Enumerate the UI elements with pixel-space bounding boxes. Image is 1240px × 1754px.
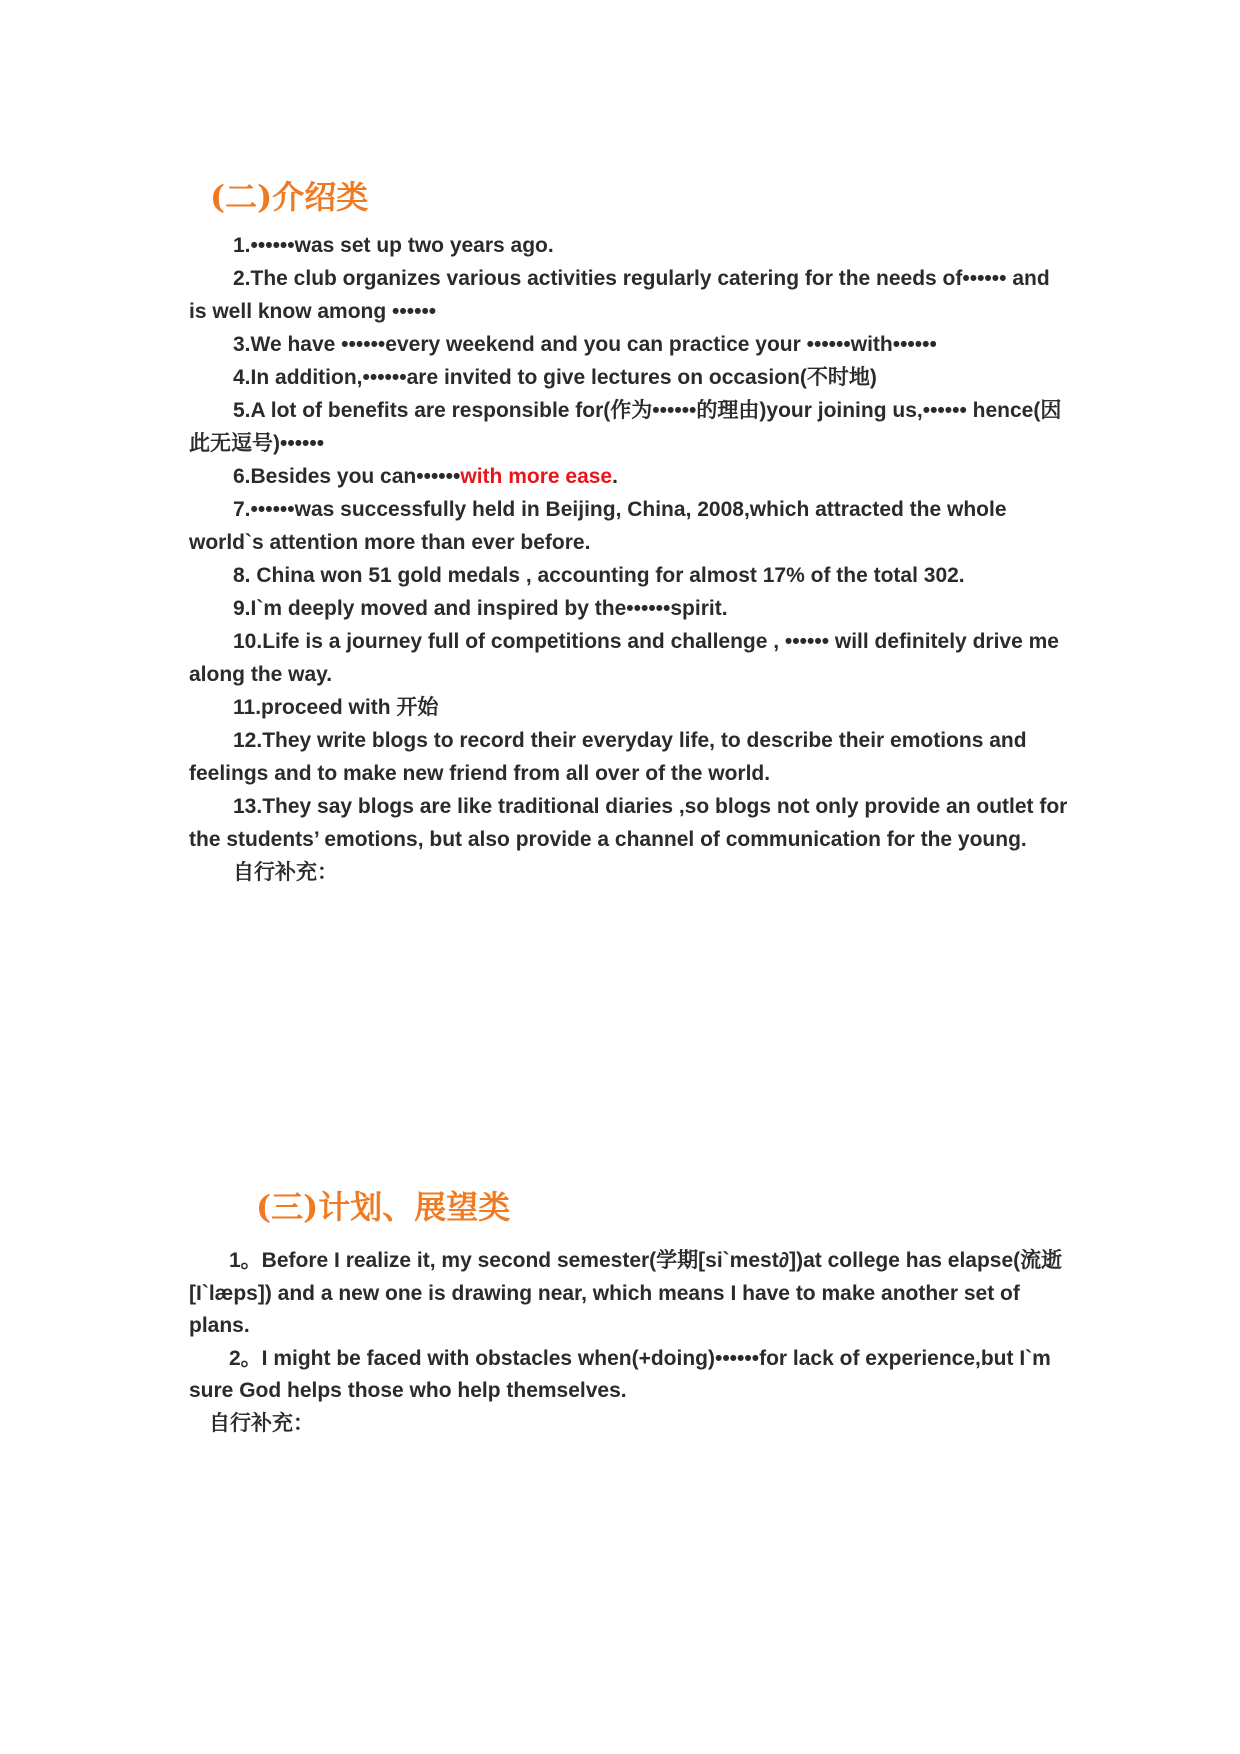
list-item: 2.The club organizes various activities regularly catering for the needs of•••••• and is well know among •••••• bbox=[189, 267, 1050, 323]
list-item bbox=[189, 460, 1069, 493]
list-item: 8. China won 51 gold medals , accounting for almost 17% of the total 302. bbox=[233, 564, 965, 587]
list-item: 1。Before I realize it, my second semester(学期[si`mest∂])at college has elapse(流逝[I`læps]) and a new one is drawing near, which means I have to make another set of plans. bbox=[189, 1249, 1063, 1337]
plan-sentence-list bbox=[189, 1245, 1069, 1440]
section-heading-plan: (三)计划、展望类 bbox=[256, 1188, 511, 1226]
highlighted-phrase: with more ease bbox=[460, 465, 613, 488]
intro-sentence-list bbox=[189, 229, 1069, 889]
list-item: 9.I`m deeply moved and inspired by the••••••spirit. bbox=[233, 597, 728, 620]
section-heading-intro: (二)介绍类 bbox=[210, 178, 369, 216]
supplement-label: 自行补充： bbox=[233, 861, 338, 884]
list-item: 11.proceed with 开始 bbox=[233, 696, 439, 719]
list-item: 10.Life is a journey full of competitions and challenge , •••••• will definitely drive me along the way. bbox=[189, 630, 1059, 686]
list-item: 1.••••••was set up two years ago. bbox=[233, 234, 554, 257]
list-item: 13.They say blogs are like traditional diaries ,so blogs not only provide an outlet for the students’ emotions, but also provide a channel of communication for the young. bbox=[189, 795, 1068, 851]
list-item: 3.We have ••••••every weekend and you can practice your ••••••with•••••• bbox=[233, 333, 937, 356]
supplement-label: 自行补充： bbox=[209, 1411, 314, 1435]
list-item: 12.They write blogs to record their everyday life, to describe their emotions and feelings and to make new friend from all over of the world. bbox=[189, 729, 1027, 785]
list-item: 7.••••••was successfully held in Beijing, China, 2008,which attracted the whole world`s attention more than ever before. bbox=[189, 498, 1007, 554]
list-item-end: . bbox=[612, 465, 618, 488]
list-item-text: 6.Besides you can•••••• bbox=[233, 465, 461, 488]
list-item: 4.In addition,••••••are invited to give lectures on occasion(不时地) bbox=[233, 366, 877, 389]
list-item: 2。I might be faced with obstacles when(+doing)••••••for lack of experience,but I`m sure God helps those who help themselves. bbox=[189, 1346, 1051, 1402]
list-item: 5.A lot of benefits are responsible for(作为••••••的理由)your joining us,•••••• hence(因此无逗号)•••••• bbox=[189, 399, 1062, 455]
